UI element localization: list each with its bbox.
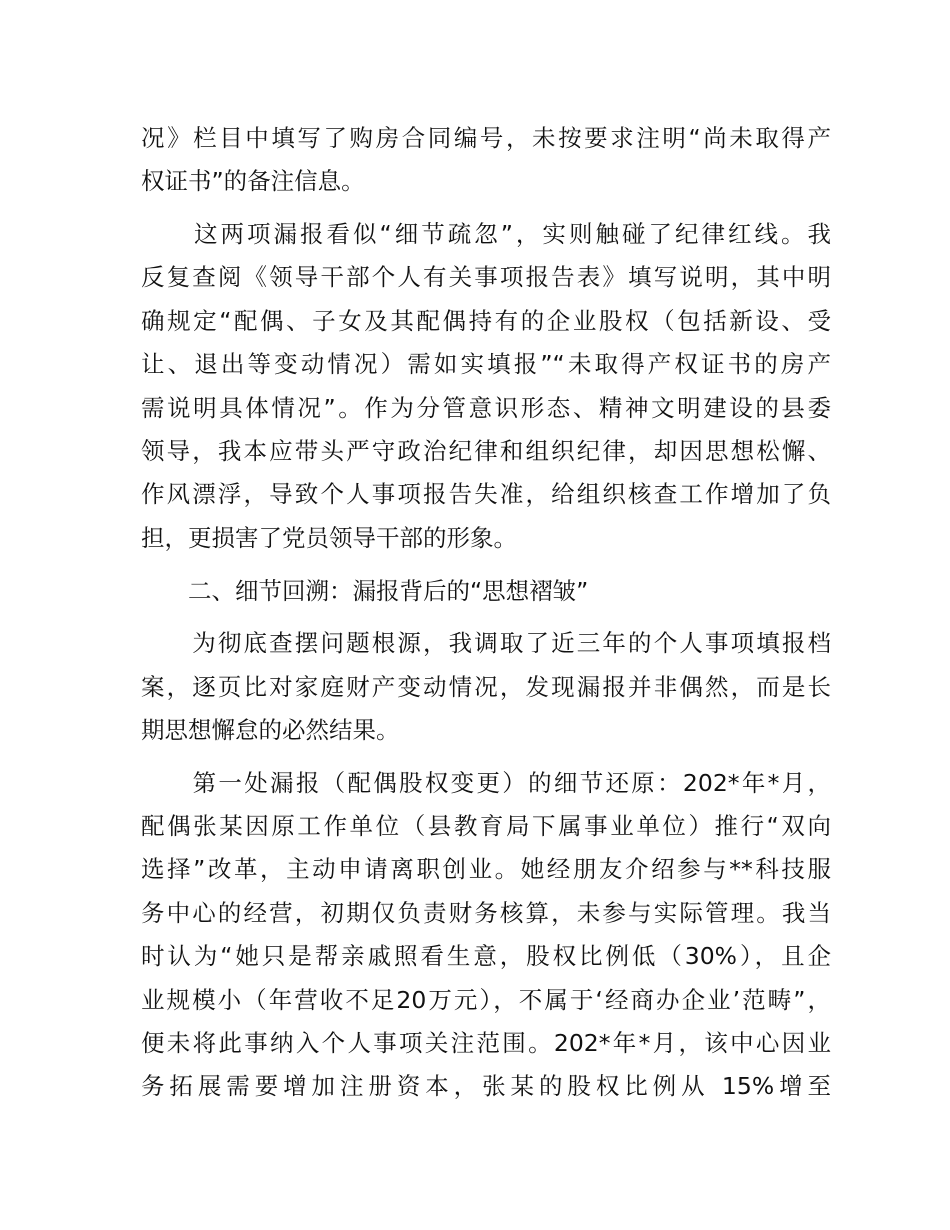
text-line: 况》栏目中填写了购房合同编号，未按要求注明“尚未取得产 [141,124,831,152]
paragraph-gap [141,560,831,569]
text-line: 配偶张某因原工作单位（县教育局下属事业单位）推行“双向 [141,812,831,841]
text-line: 反复查阅《领导干部个人有关事项报告表》填写说明，其中明 [141,263,831,292]
text-line: 为彻底查摆问题根源，我调取了近三年的个人事项填报档 [141,629,831,658]
text-line: 务拓展需要增加注册资本，张某的股权比例从 15%增至 [141,1072,831,1101]
text-line: 权证书”的备注信息。 [141,167,365,196]
text-line: 这两项漏报看似“细节疏忽”，实则触碰了纪律红线。我 [141,220,831,249]
text-line: 便未将此事纳入个人事项关注范围。202*年*月，该中心因业 [141,1029,831,1057]
text-line: 作风漂浮，导致个人事项报告失准，给组织核查工作增加了负 [141,480,831,509]
paragraph-gap [141,613,831,622]
text-line: 案，逐页比对家庭财产变动情况，发现漏报并非偶然，而是长 [141,672,831,701]
text-line: 选择”改革，主动申请离职创业。她经朋友介绍参与**科技服 [141,855,831,884]
text-line: 期思想懈怠的必然结果。 [141,715,400,744]
paragraph-gap [141,752,831,761]
text-line: 确规定“配偶、子女及其配偶持有的企业股权（包括新设、受 [141,306,831,335]
text-line: 时认为“她只是帮亲戚照看生意，股权比例低（30%），且企 [141,942,831,971]
paragraph-gap [141,204,831,213]
text-line: 业规模小（年营收不足20万元），不属于‘经商办企业’范畴”， [141,985,831,1014]
text-line: 担，更损害了党员领导干部的形象。 [141,523,517,552]
text-line: 让、退出等变动情况）需如实填报”“未取得产权证书的房产 [141,350,831,379]
section-heading: 二、细节回溯：漏报背后的“思想褶皱” [141,576,589,605]
text-line: 需说明具体情况”。作为分管意识形态、精神文明建设的县委 [141,393,831,422]
text-line: 第一处漏报（配偶股权变更）的细节还原：202*年*月， [141,768,831,797]
text-line: 领导，我本应带头严守政治纪律和组织纪律，却因思想松懈、 [141,437,831,466]
text-line: 务中心的经营，初期仅负责财务核算，未参与实际管理。我当 [141,898,831,927]
document-body [141,117,831,1109]
